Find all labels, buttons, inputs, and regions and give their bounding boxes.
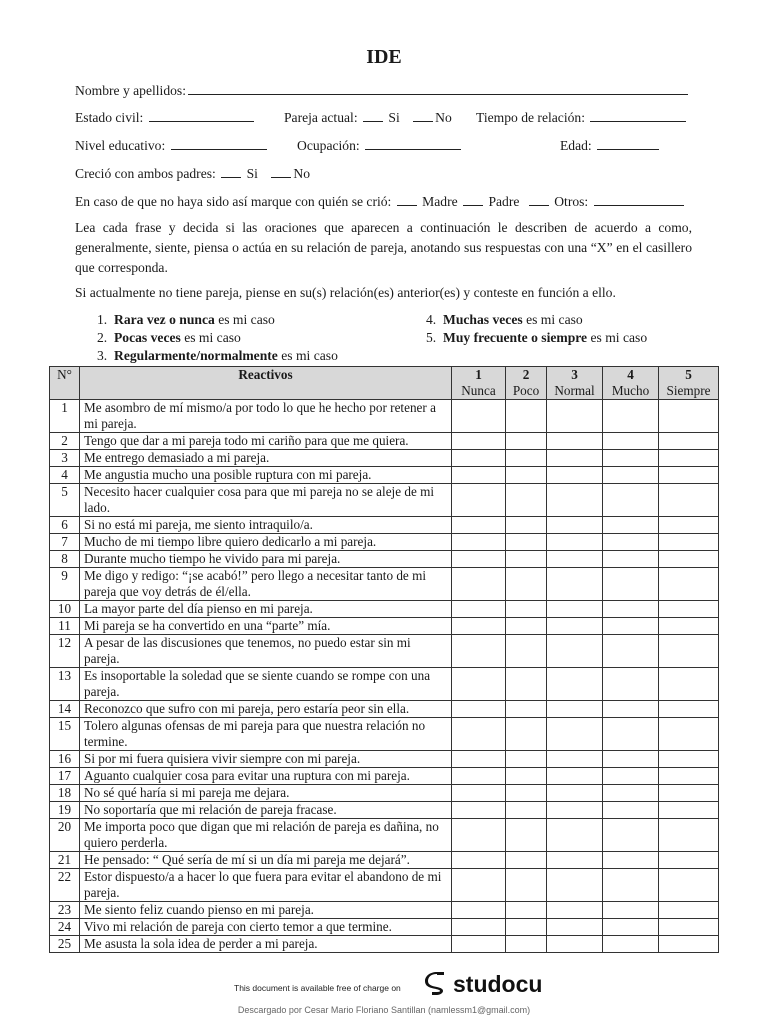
answer-box-3[interactable] [547, 568, 603, 601]
table-row [50, 936, 719, 953]
table-row [50, 718, 719, 751]
col-option-4 [603, 367, 659, 400]
padre-label: Padre [488, 194, 520, 209]
answer-box-3[interactable] [547, 551, 603, 568]
studocu-wordmark: studocu [453, 971, 543, 997]
answer-box-4[interactable] [603, 400, 659, 433]
scale-num: 1. [97, 312, 108, 327]
document-title: IDE [366, 46, 402, 68]
item-number: 16 [50, 751, 80, 768]
scale-bold: Regularmente/normalmente [114, 348, 278, 363]
madre-blank[interactable] [397, 193, 417, 206]
answer-box-3[interactable] [547, 601, 603, 618]
edad-label: Edad: [560, 138, 592, 153]
item-number: 10 [50, 601, 80, 618]
col-items-header: Reactivos [80, 367, 452, 400]
table-row [50, 534, 719, 551]
item-number: 18 [50, 785, 80, 802]
answer-box-5[interactable] [659, 433, 719, 450]
answer-box-5[interactable] [659, 484, 719, 517]
item-number: 20 [50, 819, 80, 852]
option-label: Nunca [461, 383, 496, 398]
item-text: A pesar de las discusiones que tenemos, no puedo estar sin mi pareja. [80, 635, 452, 668]
answer-box-3[interactable] [547, 919, 603, 936]
answer-box-2[interactable] [506, 450, 547, 467]
answer-box-1[interactable] [452, 668, 506, 701]
answer-box-1[interactable] [452, 919, 506, 936]
item-text: Reconozco que sufro con mi pareja, pero estaría peor sin ella. [80, 701, 452, 718]
edad-row [560, 137, 661, 154]
option-num: 3 [571, 367, 578, 382]
answer-box-3[interactable] [547, 902, 603, 919]
padres-row [75, 165, 310, 182]
col-option-1 [452, 367, 506, 400]
item-text: He pensado: “ Qué sería de mí si un día mi pareja me dejará”. [80, 852, 452, 869]
name-blank[interactable] [188, 82, 688, 95]
answer-box-4[interactable] [603, 785, 659, 802]
answer-box-2[interactable] [506, 936, 547, 953]
pareja-si-label: Si [388, 110, 400, 125]
name-label: Nombre y apellidos: [75, 83, 186, 98]
scale-rest: es mi caso [180, 330, 241, 345]
answer-box-5[interactable] [659, 534, 719, 551]
item-number: 23 [50, 902, 80, 919]
item-number: 12 [50, 635, 80, 668]
scale-item-5 [426, 330, 647, 346]
answer-box-5[interactable] [659, 400, 719, 433]
option-label: Poco [512, 383, 540, 398]
scale-num: 4. [426, 312, 437, 327]
scale-bold: Muchas veces [443, 312, 523, 327]
civil-blank[interactable] [149, 109, 254, 122]
item-number: 4 [50, 467, 80, 484]
col-option-5 [659, 367, 719, 400]
answer-box-3[interactable] [547, 484, 603, 517]
answer-box-3[interactable] [547, 467, 603, 484]
answer-box-4[interactable] [603, 919, 659, 936]
otros-blank[interactable] [594, 193, 684, 206]
answer-box-3[interactable] [547, 433, 603, 450]
answer-box-5[interactable] [659, 869, 719, 902]
answer-box-2[interactable] [506, 852, 547, 869]
table-row [50, 484, 719, 517]
answer-box-4[interactable] [603, 768, 659, 785]
item-number: 6 [50, 517, 80, 534]
tiempo-label: Tiempo de relación: [476, 110, 585, 125]
madre-label: Madre [422, 194, 458, 209]
answer-box-5[interactable] [659, 568, 719, 601]
pareja-row [284, 109, 452, 126]
answer-box-2[interactable] [506, 568, 547, 601]
tiempo-blank[interactable] [590, 109, 686, 122]
item-text: Durante mucho tiempo he vivido para mi pareja. [80, 551, 452, 568]
item-number: 8 [50, 551, 80, 568]
answer-box-5[interactable] [659, 852, 719, 869]
table-row [50, 400, 719, 433]
table-row [50, 869, 719, 902]
item-number: 3 [50, 450, 80, 467]
answer-box-4[interactable] [603, 433, 659, 450]
item-text: Me importa poco que digan que mi relación de pareja es dañina, no quiero perderla. [80, 819, 452, 852]
answer-box-3[interactable] [547, 668, 603, 701]
table-row [50, 517, 719, 534]
answer-box-5[interactable] [659, 919, 719, 936]
tiempo-row [476, 109, 688, 126]
answer-box-3[interactable] [547, 936, 603, 953]
item-text: Es insoportable la soledad que se siente cuando se rompe con una pareja. [80, 668, 452, 701]
answer-box-1[interactable] [452, 517, 506, 534]
answer-box-3[interactable] [547, 785, 603, 802]
answer-box-4[interactable] [603, 450, 659, 467]
nivel-blank[interactable] [171, 137, 267, 150]
answer-box-2[interactable] [506, 919, 547, 936]
option-num: 5 [685, 367, 692, 382]
answer-box-1[interactable] [452, 819, 506, 852]
answer-box-5[interactable] [659, 718, 719, 751]
answer-box-4[interactable] [603, 668, 659, 701]
answer-box-4[interactable] [603, 484, 659, 517]
answer-box-4[interactable] [603, 534, 659, 551]
scale-item-3 [97, 348, 338, 364]
option-num: 2 [522, 367, 530, 382]
name-row [75, 82, 690, 99]
item-text: Necesito hacer cualquier cosa para que mi pareja no se aleje de mi lado. [80, 484, 452, 517]
table-row [50, 668, 719, 701]
item-number: 11 [50, 618, 80, 635]
table-row [50, 701, 719, 718]
answer-box-5[interactable] [659, 467, 719, 484]
answer-box-2[interactable] [506, 484, 547, 517]
table-row [50, 635, 719, 668]
answer-box-1[interactable] [452, 701, 506, 718]
answer-box-3[interactable] [547, 701, 603, 718]
padre-blank[interactable] [463, 193, 483, 206]
table-row [50, 568, 719, 601]
table-row [50, 601, 719, 618]
scale-rest: es mi caso [522, 312, 583, 327]
answer-box-2[interactable] [506, 751, 547, 768]
civil-label: Estado civil: [75, 110, 144, 125]
answer-box-1[interactable] [452, 433, 506, 450]
answer-box-3[interactable] [547, 450, 603, 467]
otros-label: Otros: [554, 194, 589, 209]
answer-box-4[interactable] [603, 751, 659, 768]
answer-box-1[interactable] [452, 635, 506, 668]
scale-num: 3. [97, 348, 108, 363]
answer-box-5[interactable] [659, 768, 719, 785]
item-number: 17 [50, 768, 80, 785]
option-num: 4 [627, 367, 634, 382]
answer-box-1[interactable] [452, 450, 506, 467]
pareja-no-blank[interactable] [413, 109, 433, 122]
answer-box-4[interactable] [603, 869, 659, 902]
footer-downloaded: Descargado por Cesar Mario Floriano Santillan (namlessm1@gmail.com) [237, 1005, 531, 1015]
item-text: Mi pareja se ha convertido en una “parte” mía. [80, 618, 452, 635]
table-row [50, 618, 719, 635]
table-row [50, 785, 719, 802]
civil-row [75, 109, 256, 126]
answer-box-5[interactable] [659, 701, 719, 718]
table-header [50, 367, 719, 400]
answer-box-5[interactable] [659, 902, 719, 919]
answer-box-2[interactable] [506, 618, 547, 635]
answer-box-1[interactable] [452, 852, 506, 869]
answer-box-4[interactable] [603, 467, 659, 484]
answer-box-3[interactable] [547, 618, 603, 635]
pareja-label: Pareja actual: [284, 110, 358, 125]
table-row [50, 467, 719, 484]
scale-item-1 [97, 312, 275, 328]
answer-box-4[interactable] [603, 802, 659, 819]
table-row [50, 433, 719, 450]
col-num-header: N° [50, 367, 80, 400]
answer-box-1[interactable] [452, 568, 506, 601]
answer-box-2[interactable] [506, 467, 547, 484]
answer-box-5[interactable] [659, 517, 719, 534]
answer-box-2[interactable] [506, 601, 547, 618]
item-text: Tolero algunas ofensas de mi pareja para que nuestra relación no termine. [80, 718, 452, 751]
item-number: 2 [50, 433, 80, 450]
otros-blank-pre[interactable] [529, 193, 549, 206]
answer-box-4[interactable] [603, 517, 659, 534]
table-row [50, 450, 719, 467]
option-label: Mucho [611, 383, 650, 398]
scale-rest: es mi caso [587, 330, 648, 345]
item-text: Tengo que dar a mi pareja todo mi cariño para que me quiera. [80, 433, 452, 450]
answer-box-2[interactable] [506, 551, 547, 568]
answer-box-3[interactable] [547, 819, 603, 852]
item-number: 9 [50, 568, 80, 601]
answer-box-5[interactable] [659, 635, 719, 668]
padres-no-blank[interactable] [271, 165, 291, 178]
pareja-no-label: No [435, 110, 452, 125]
table-row [50, 751, 719, 768]
answer-box-5[interactable] [659, 551, 719, 568]
footer-available: This document is available free of charge on [234, 983, 401, 993]
answer-box-1[interactable] [452, 869, 506, 902]
ocupacion-row [297, 137, 463, 154]
answer-box-1[interactable] [452, 618, 506, 635]
answer-box-4[interactable] [603, 618, 659, 635]
answer-box-5[interactable] [659, 785, 719, 802]
answer-box-1[interactable] [452, 400, 506, 433]
item-number: 22 [50, 869, 80, 902]
answer-box-2[interactable] [506, 869, 547, 902]
answer-box-1[interactable] [452, 467, 506, 484]
answer-box-2[interactable] [506, 534, 547, 551]
scale-rest: es mi caso [214, 312, 275, 327]
item-text: Me angustia mucho una posible ruptura con mi pareja. [80, 467, 452, 484]
answer-box-3[interactable] [547, 635, 603, 668]
table-row [50, 902, 719, 919]
answer-box-1[interactable] [452, 802, 506, 819]
answer-box-4[interactable] [603, 701, 659, 718]
item-text: Vivo mi relación de pareja con cierto temor a que termine. [80, 919, 452, 936]
ocupacion-blank[interactable] [365, 137, 461, 150]
option-num: 1 [475, 367, 482, 382]
items-table [49, 366, 719, 953]
padres-si-blank[interactable] [221, 165, 241, 178]
answer-box-5[interactable] [659, 450, 719, 467]
answer-box-4[interactable] [603, 601, 659, 618]
answer-box-1[interactable] [452, 768, 506, 785]
answer-box-2[interactable] [506, 635, 547, 668]
answer-box-4[interactable] [603, 635, 659, 668]
item-number: 24 [50, 919, 80, 936]
answer-box-3[interactable] [547, 802, 603, 819]
item-text: No soportaría que mi relación de pareja fracase. [80, 802, 452, 819]
item-number: 14 [50, 701, 80, 718]
answer-box-3[interactable] [547, 400, 603, 433]
table-row [50, 919, 719, 936]
answer-box-5[interactable] [659, 819, 719, 852]
answer-box-5[interactable] [659, 618, 719, 635]
answer-box-2[interactable] [506, 433, 547, 450]
table-row [50, 852, 719, 869]
table-row [50, 819, 719, 852]
option-label: Siempre [666, 383, 711, 398]
crio-label: En caso de que no haya sido así marque con quién se crió: [75, 194, 392, 209]
item-text: Si no está mi pareja, me siento intraquilo/a. [80, 517, 452, 534]
answer-box-3[interactable] [547, 869, 603, 902]
answer-box-5[interactable] [659, 668, 719, 701]
item-text: Me digo y redigo: “¡se acabó!” pero llego a necesitar tanto de mi pareja que voy detrás de él/ella. [80, 568, 452, 601]
answer-box-2[interactable] [506, 517, 547, 534]
ocupacion-label: Ocupación: [297, 138, 360, 153]
answer-box-5[interactable] [659, 936, 719, 953]
answer-box-2[interactable] [506, 668, 547, 701]
padres-label: Creció con ambos padres: [75, 166, 216, 181]
item-text: Si por mi fuera quisiera vivir siempre con mi pareja. [80, 751, 452, 768]
answer-box-3[interactable] [547, 852, 603, 869]
answer-box-1[interactable] [452, 936, 506, 953]
scale-num: 5. [426, 330, 437, 345]
answer-box-3[interactable] [547, 534, 603, 551]
padres-no-label: No [293, 166, 310, 181]
item-text: Estor dispuesto/a a hacer lo que fuera para evitar el abandono de mi pareja. [80, 869, 452, 902]
answer-box-1[interactable] [452, 484, 506, 517]
instructions-paragraph: Lea cada frase y decida si las oraciones que aparecen a continuación le describen de acuerdo a como, generalmente, siente, piensa o actúa en su relación de pareja, anotando sus respuestas con una “X” en el casillero que corresponda. [75, 220, 692, 275]
item-text: Me entrego demasiado a mi pareja. [80, 450, 452, 467]
item-number: 25 [50, 936, 80, 953]
instructions-note: Si actualmente no tiene pareja, piense en su(s) relación(es) anterior(es) y conteste en función a ello. [75, 285, 616, 300]
col-option-2 [506, 367, 547, 400]
padres-si-label: Si [246, 166, 258, 181]
answer-box-1[interactable] [452, 551, 506, 568]
answer-box-5[interactable] [659, 601, 719, 618]
scale-bold: Rara vez o nunca [114, 312, 215, 327]
answer-box-4[interactable] [603, 551, 659, 568]
item-number: 7 [50, 534, 80, 551]
answer-box-4[interactable] [603, 852, 659, 869]
answer-box-3[interactable] [547, 768, 603, 785]
item-text: Me asombro de mí mismo/a por todo lo que he hecho por retener a mi pareja. [80, 400, 452, 433]
studocu-logo[interactable] [424, 971, 542, 998]
item-number: 1 [50, 400, 80, 433]
answer-box-2[interactable] [506, 785, 547, 802]
table-row [50, 802, 719, 819]
answer-box-4[interactable] [603, 568, 659, 601]
scale-bold: Muy frecuente o siempre [443, 330, 588, 345]
answer-box-2[interactable] [506, 819, 547, 852]
answer-box-2[interactable] [506, 400, 547, 433]
nivel-label: Nivel educativo: [75, 138, 166, 153]
item-text: Me siento feliz cuando pienso en mi pareja. [80, 902, 452, 919]
item-number: 13 [50, 668, 80, 701]
answer-box-4[interactable] [603, 902, 659, 919]
edad-blank[interactable] [597, 137, 659, 150]
answer-box-4[interactable] [603, 718, 659, 751]
answer-box-3[interactable] [547, 718, 603, 751]
item-text: Mucho de mi tiempo libre quiero dedicarlo a mi pareja. [80, 534, 452, 551]
scale-item-2 [97, 330, 241, 346]
col-option-3 [547, 367, 603, 400]
answer-box-3[interactable] [547, 751, 603, 768]
item-number: 19 [50, 802, 80, 819]
answer-box-4[interactable] [603, 936, 659, 953]
nivel-row [75, 137, 269, 154]
table-row [50, 768, 719, 785]
pareja-si-blank[interactable] [363, 109, 383, 122]
answer-box-2[interactable] [506, 718, 547, 751]
answer-box-1[interactable] [452, 534, 506, 551]
answer-box-5[interactable] [659, 802, 719, 819]
item-text: Me asusta la sola idea de perder a mi pareja. [80, 936, 452, 953]
studocu-logo-icon [424, 972, 450, 998]
scale-rest: es mi caso [277, 348, 338, 363]
answer-box-4[interactable] [603, 819, 659, 852]
answer-box-2[interactable] [506, 768, 547, 785]
scale-item-4 [426, 312, 583, 328]
answer-box-1[interactable] [452, 902, 506, 919]
scale-bold: Pocas veces [114, 330, 181, 345]
item-text: Aguanto cualquier cosa para evitar una ruptura con mi pareja. [80, 768, 452, 785]
crio-row [75, 193, 686, 210]
table-row [50, 551, 719, 568]
item-number: 15 [50, 718, 80, 751]
answer-box-1[interactable] [452, 751, 506, 768]
answer-box-1[interactable] [452, 601, 506, 618]
item-number: 5 [50, 484, 80, 517]
answer-box-1[interactable] [452, 785, 506, 802]
answer-box-5[interactable] [659, 751, 719, 768]
answer-box-2[interactable] [506, 802, 547, 819]
scale-num: 2. [97, 330, 108, 345]
answer-box-2[interactable] [506, 902, 547, 919]
item-text: La mayor parte del día pienso en mi pareja. [80, 601, 452, 618]
item-text: No sé qué haría si mi pareja me dejara. [80, 785, 452, 802]
answer-box-3[interactable] [547, 517, 603, 534]
answer-box-2[interactable] [506, 701, 547, 718]
answer-box-1[interactable] [452, 718, 506, 751]
option-label: Normal [554, 383, 595, 398]
item-number: 21 [50, 852, 80, 869]
